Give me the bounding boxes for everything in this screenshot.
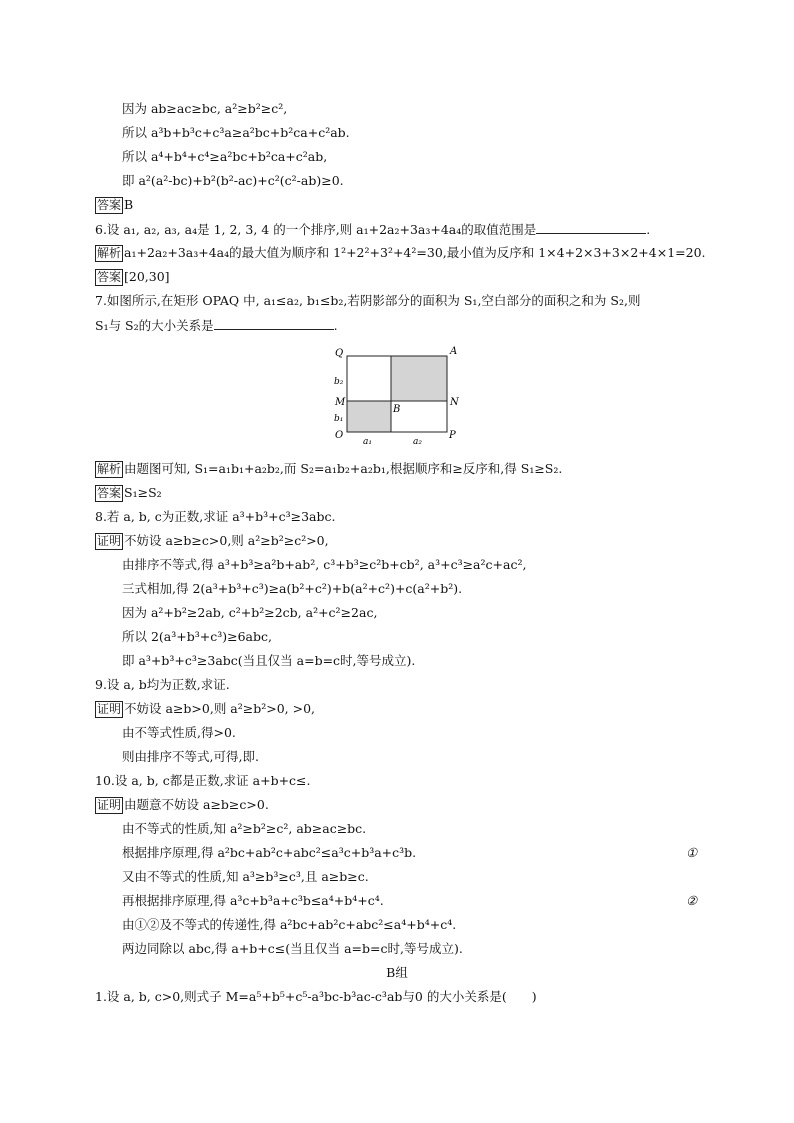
label-b2: b₂ xyxy=(334,377,344,387)
answer-line xyxy=(95,196,133,214)
text-line: 由排序不等式,得 a³+b³≥a²b+ab², c³+b³≥c²b+cb², a³+c³≥a²c+ac², xyxy=(122,557,527,572)
answer-blank xyxy=(214,316,334,330)
text-line: 由①②及不等式的传递性,得 a²bc+ab²c+abc²≤a⁴+b⁴+c⁴. xyxy=(122,917,457,932)
question-7: 7.如图所示,在矩形 OPAQ 中, a₁≤a₂, b₁≤b₂,若阴影部分的面积为 S₁,空白部分的面积之和为 S₂,则 xyxy=(95,293,641,308)
question-b1: 1.设 a, b, c>0,则式子 M=a⁵+b⁵+c⁵-a³bc-b³ac-c³ab与0 的大小关系是( ) xyxy=(95,989,537,1004)
analysis-text: 由题图可知, S₁=a₁b₁+a₂b₂,而 S₂=a₁b₂+a₂b₁,根据顺序和≥反序和,得 S₁≥S₂. xyxy=(124,461,563,476)
section-heading: B组 xyxy=(386,965,408,980)
text-line: 所以 a⁴+b⁴+c⁴≥a²bc+b²ca+c²ab, xyxy=(122,149,328,164)
text-line: 所以 2(a³+b³+c³)≥6abc, xyxy=(122,629,272,644)
answer-line xyxy=(95,268,170,286)
answer-line xyxy=(95,484,162,502)
proof-line xyxy=(95,532,329,550)
question-end: . xyxy=(333,318,338,333)
equation-marker: ① xyxy=(686,845,698,860)
text-line: 两边同除以 abc,得 a+b+c≤(当且仅当 a=b=c时,等号成立). xyxy=(122,941,463,956)
analysis-tag: 解析 xyxy=(97,246,122,260)
text-line: 则由排序不等式,可得,即. xyxy=(122,749,259,764)
question-end: . xyxy=(646,222,651,237)
text-line: 根据排序原理,得 a²bc+ab²c+abc²≤a³c+b³a+c³b. xyxy=(122,845,417,860)
question-6 xyxy=(95,220,650,239)
text-line: 所以 a³b+b³c+c³a≥a²bc+b²ca+c²ab. xyxy=(122,125,350,140)
text-line: 又由不等式的性质,知 a³≥b³≥c³,且 a≥b≥c. xyxy=(122,869,369,884)
text-line: 因为 a²+b²≥2ab, c²+b²≥2cb, a²+c²≥2ac, xyxy=(122,605,378,620)
shaded-region-top xyxy=(391,356,447,401)
answer-text: [20,30] xyxy=(124,269,170,284)
label-B: B xyxy=(393,404,401,415)
label-O: O xyxy=(335,430,344,441)
label-A: A xyxy=(450,346,458,357)
analysis-line xyxy=(95,244,706,262)
label-a2: a₂ xyxy=(413,437,422,447)
proof-line xyxy=(95,796,269,814)
question-9: 9.设 a, b均为正数,求证. xyxy=(95,677,230,692)
label-Q: Q xyxy=(335,348,344,359)
answer-tag: 答案 xyxy=(97,198,122,212)
question-8: 8.若 a, b, c为正数,求证 a³+b³+c³≥3abc. xyxy=(95,509,336,524)
answer-blank xyxy=(536,220,646,234)
label-a1: a₁ xyxy=(363,437,372,447)
text-line: 因为 ab≥ac≥bc, a²≥b²≥c², xyxy=(122,101,288,116)
proof-line xyxy=(95,700,315,718)
analysis-tag: 解析 xyxy=(97,462,122,476)
text-line: 由不等式的性质,知 a²≥b²≥c², ab≥ac≥bc. xyxy=(122,821,367,836)
question-7-cont xyxy=(95,316,338,335)
label-M: M xyxy=(335,397,346,408)
answer-tag: 答案 xyxy=(97,486,122,500)
question-10: 10.设 a, b, c都是正数,求证 a+b+c≤. xyxy=(95,773,311,788)
analysis-text: a₁+2a₂+3a₃+4a₄的最大值为顺序和 1²+2²+3²+4²=30,最小值为反序和 1×4+2×3+3×2+4×1=20. xyxy=(124,245,706,260)
question-text: 6.设 a₁, a₂, a₃, a₄是 1, 2, 3, 4 的一个排序,则 a₁+2a₂+3a₃+4a₄的取值范围是 xyxy=(95,222,537,237)
analysis-line xyxy=(95,460,562,478)
proof-tag: 证明 xyxy=(97,702,122,716)
equation-marker: ② xyxy=(686,893,698,908)
label-N: N xyxy=(450,397,459,408)
answer-tag: 答案 xyxy=(97,270,122,284)
text-line: 三式相加,得 2(a³+b³+c³)≥a(b²+c²)+b(a²+c²)+c(a²+b²). xyxy=(122,581,463,596)
text-line: 由不等式性质,得>0. xyxy=(122,725,236,740)
shaded-region-bottom xyxy=(347,401,391,432)
question-text: S₁与 S₂的大小关系是 xyxy=(95,318,214,333)
rectangle-figure xyxy=(325,340,465,450)
text-line: 即 a³+b³+c³≥3abc(当且仅当 a=b=c时,等号成立). xyxy=(122,653,416,668)
label-P: P xyxy=(449,430,456,441)
proof-text: 不妨设 a≥b≥c>0,则 a²≥b²≥c²>0, xyxy=(124,533,329,548)
proof-text: 不妨设 a≥b>0,则 a²≥b²>0, >0, xyxy=(124,701,316,716)
text-line: 即 a²(a²-bc)+b²(b²-ac)+c²(c²-ab)≥0. xyxy=(122,173,344,188)
answer-text: B xyxy=(124,197,134,212)
proof-text: 由题意不妨设 a≥b≥c>0. xyxy=(124,797,269,812)
answer-text: S₁≥S₂ xyxy=(124,485,162,500)
label-b1: b₁ xyxy=(334,414,344,424)
proof-tag: 证明 xyxy=(97,534,122,548)
text-line: 再根据排序原理,得 a³c+b³a+c³b≤a⁴+b⁴+c⁴. xyxy=(122,893,384,908)
proof-tag: 证明 xyxy=(97,798,122,812)
